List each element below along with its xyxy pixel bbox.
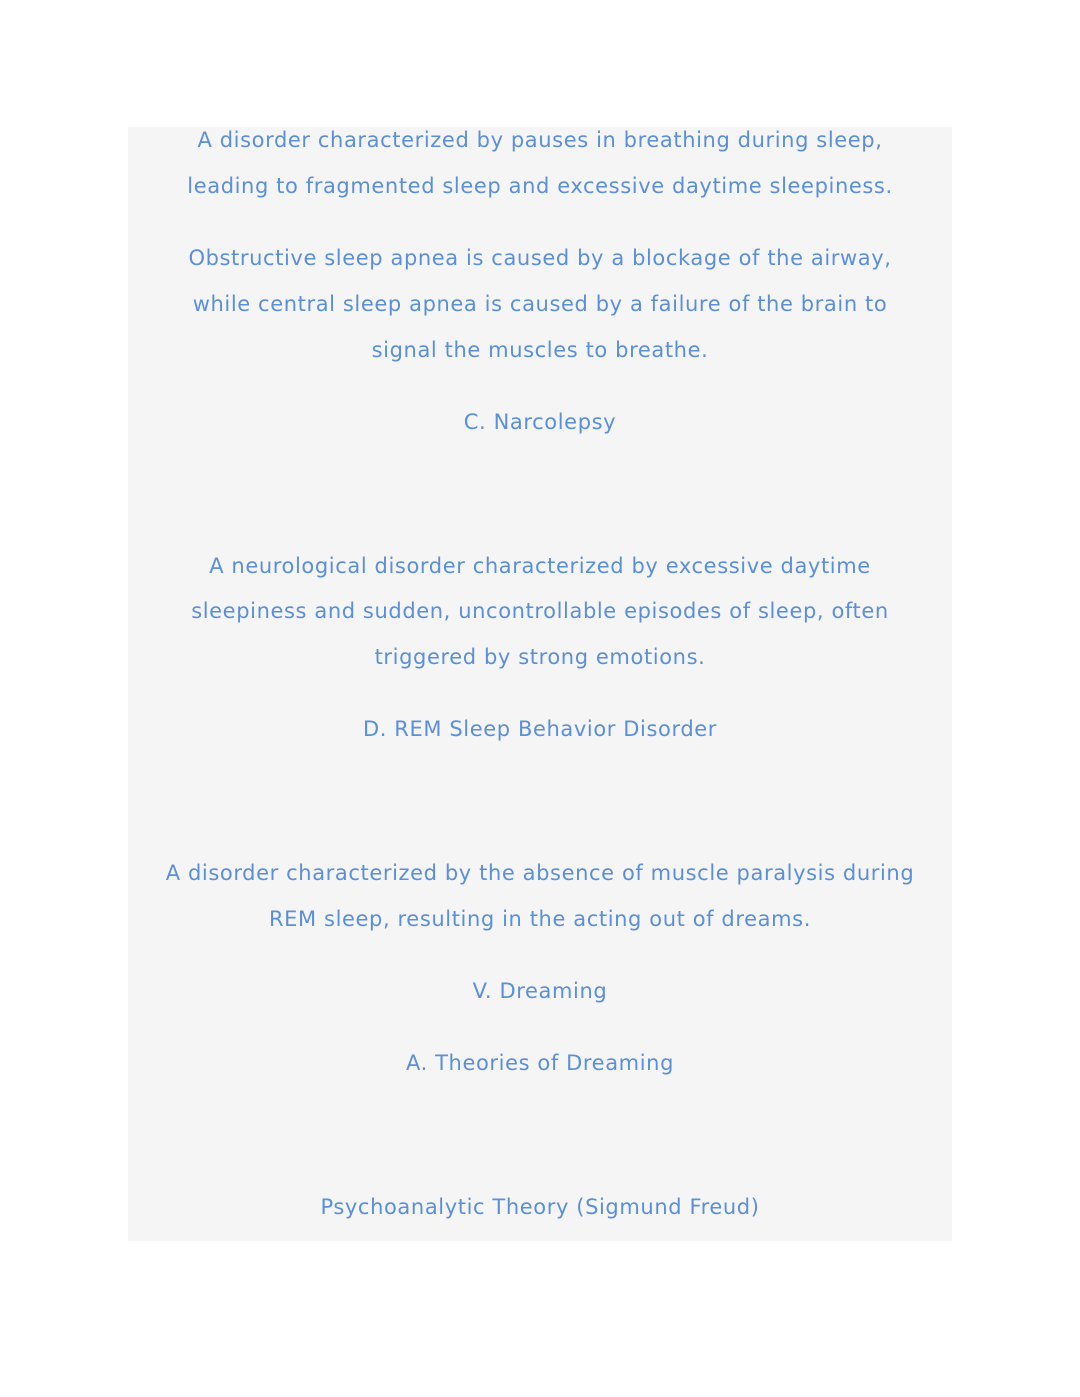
rbd-definition-line-2: REM sleep, resulting in the acting out of dreams. [268, 907, 811, 931]
narcolepsy-definition-line-2: sleepiness and sudden, uncontrollable episodes of sleep, often [191, 599, 889, 623]
narcolepsy-heading: C. Narcolepsy [463, 410, 617, 434]
apnea-definition-line-2: leading to fragmented sleep and excessive daytime sleepiness. [187, 174, 893, 198]
apnea-types-line-1: Obstructive sleep apnea is caused by a blockage of the airway, [188, 246, 892, 270]
theories-heading: A. Theories of Dreaming [405, 1051, 675, 1075]
dreaming-heading: V. Dreaming [472, 979, 608, 1003]
apnea-types-line-3: signal the muscles to breathe. [371, 338, 709, 362]
psychoanalytic-heading: Psychoanalytic Theory (Sigmund Freud) [320, 1195, 760, 1219]
rbd-heading: D. REM Sleep Behavior Disorder [362, 717, 718, 741]
apnea-types-line-2: while central sleep apnea is caused by a failure of the brain to [192, 292, 888, 316]
narcolepsy-definition-line-3: triggered by strong emotions. [374, 645, 706, 669]
narcolepsy-definition-line-1: A neurological disorder characterized by excessive daytime [209, 554, 871, 578]
rbd-definition-line-1: A disorder characterized by the absence of muscle paralysis during [165, 861, 915, 885]
apnea-definition-line-1: A disorder characterized by pauses in breathing during sleep, [197, 128, 883, 152]
